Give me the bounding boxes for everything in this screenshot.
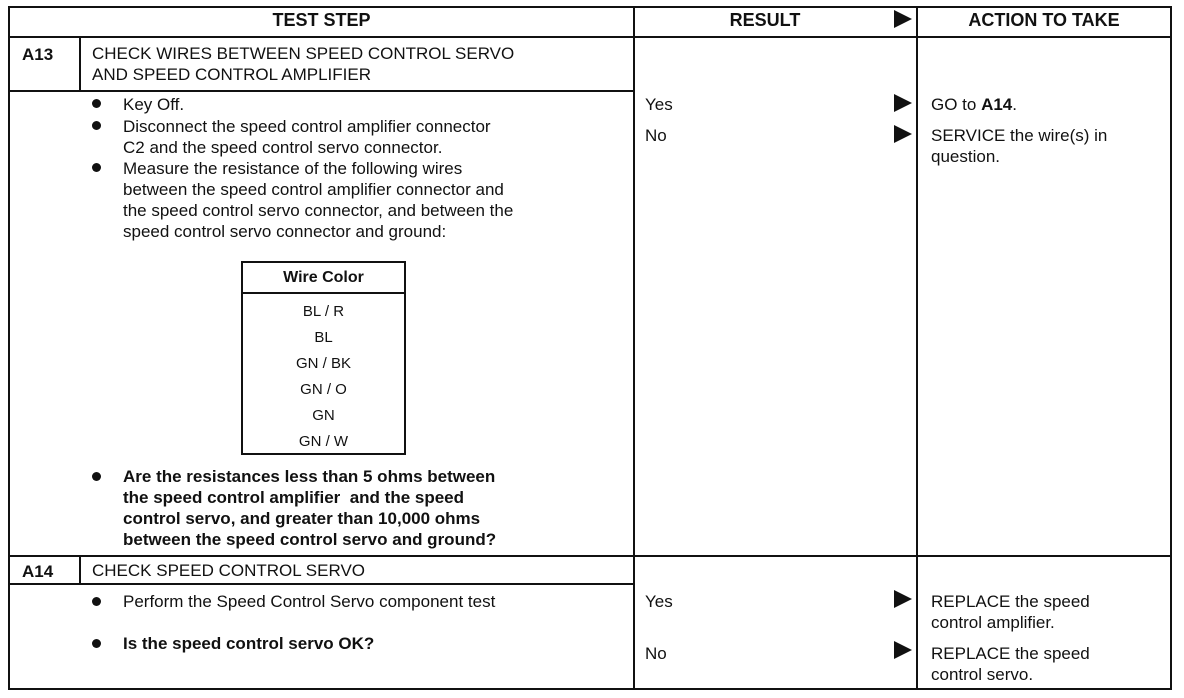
a13-result-yes: Yes xyxy=(645,95,673,114)
wire-color-row: GN / O xyxy=(300,381,347,398)
header-test-step: TEST STEP xyxy=(272,10,371,30)
step-id-divider xyxy=(79,36,81,92)
header-result: RESULT xyxy=(729,10,801,30)
a13-action-yes-prefix: GO to xyxy=(931,95,982,114)
wire-color-row: GN xyxy=(312,407,335,424)
a14-top-border xyxy=(8,555,1172,557)
header-arrow-icon xyxy=(894,10,912,28)
table-bottom-border xyxy=(8,688,1172,690)
a14-bullet: Perform the Speed Control Servo component test xyxy=(123,592,496,611)
a14-action-no-line-1: REPLACE the speed xyxy=(931,644,1090,663)
arrow-icon xyxy=(894,125,912,143)
a14-action-yes-line-1: REPLACE the speed xyxy=(931,592,1090,611)
a13-bullet-3-line-2: between the speed control amplifier connector and xyxy=(123,180,504,199)
table-top-border xyxy=(8,6,1172,8)
header-bottom-border xyxy=(8,36,1172,38)
a13-action-yes xyxy=(931,94,1017,115)
table-right-border xyxy=(1170,6,1172,690)
a14-action-yes-line-2: control amplifier. xyxy=(931,613,1055,632)
a14-title: CHECK SPEED CONTROL SERVO xyxy=(92,561,366,580)
a13-bullet-3-line-1: Measure the resistance of the following wires xyxy=(123,159,463,178)
bullet-icon xyxy=(92,121,101,130)
a13-action-no-line-2: question. xyxy=(931,147,1000,166)
a13-action-yes-step: A14 xyxy=(981,95,1013,114)
a13-bullet-3-line-3: the speed control servo connector, and between the xyxy=(123,201,514,220)
a13-bullet-3-line-4: speed control servo connector and ground: xyxy=(123,222,447,241)
arrow-icon xyxy=(894,590,912,608)
bullet-icon xyxy=(92,163,101,172)
a13-question-line-2: the speed control amplifier and the speed xyxy=(123,488,465,507)
a13-result-no: No xyxy=(645,126,667,145)
a13-title-line-1: CHECK WIRES BETWEEN SPEED CONTROL SERVO xyxy=(92,44,515,63)
wire-color-table xyxy=(241,261,406,455)
arrow-icon xyxy=(894,94,912,112)
wire-color-header: Wire Color xyxy=(243,263,404,294)
header-action: ACTION TO TAKE xyxy=(968,10,1120,30)
a13-bullet-2-line-1: Disconnect the speed control amplifier connector xyxy=(123,117,491,136)
a14-result-yes: Yes xyxy=(645,592,673,611)
table-left-border xyxy=(8,6,10,690)
wire-color-row: GN / BK xyxy=(295,355,351,372)
a13-question-line-3: control servo, and greater than 10,000 ohms xyxy=(123,509,481,528)
bullet-icon xyxy=(92,597,101,606)
wire-color-row: BL xyxy=(314,329,333,346)
result-column-divider xyxy=(633,6,635,690)
a13-bullet-2-line-2: C2 and the speed control servo connector. xyxy=(123,138,443,157)
a13-bullet-1-line-1: Key Off. xyxy=(123,95,185,114)
wire-color-row: BL / R xyxy=(302,303,345,320)
action-column-divider xyxy=(916,6,918,690)
bullet-icon xyxy=(92,472,101,481)
bullet-icon xyxy=(92,639,101,648)
a13-step-id: A13 xyxy=(22,45,54,64)
a13-action-no-line-1: SERVICE the wire(s) in xyxy=(931,126,1108,145)
a13-question-line-1: Are the resistances less than 5 ohms between xyxy=(123,467,496,486)
wire-color-row: GN / W xyxy=(298,433,349,450)
a13-title-bottom-border xyxy=(8,90,635,92)
step-id-divider-a14 xyxy=(79,555,81,585)
a13-title-line-2: AND SPEED CONTROL AMPLIFIER xyxy=(92,65,371,84)
a14-title-bottom-border xyxy=(8,583,635,585)
a13-question-line-4: between the speed control servo and ground? xyxy=(123,530,497,549)
a14-result-no: No xyxy=(645,644,667,663)
bullet-icon xyxy=(92,99,101,108)
arrow-icon xyxy=(894,641,912,659)
a14-step-id: A14 xyxy=(22,562,54,581)
a14-action-no-line-2: control servo. xyxy=(931,665,1034,684)
a14-question: Is the speed control servo OK? xyxy=(123,634,375,653)
a13-action-yes-suffix: . xyxy=(1012,95,1017,114)
